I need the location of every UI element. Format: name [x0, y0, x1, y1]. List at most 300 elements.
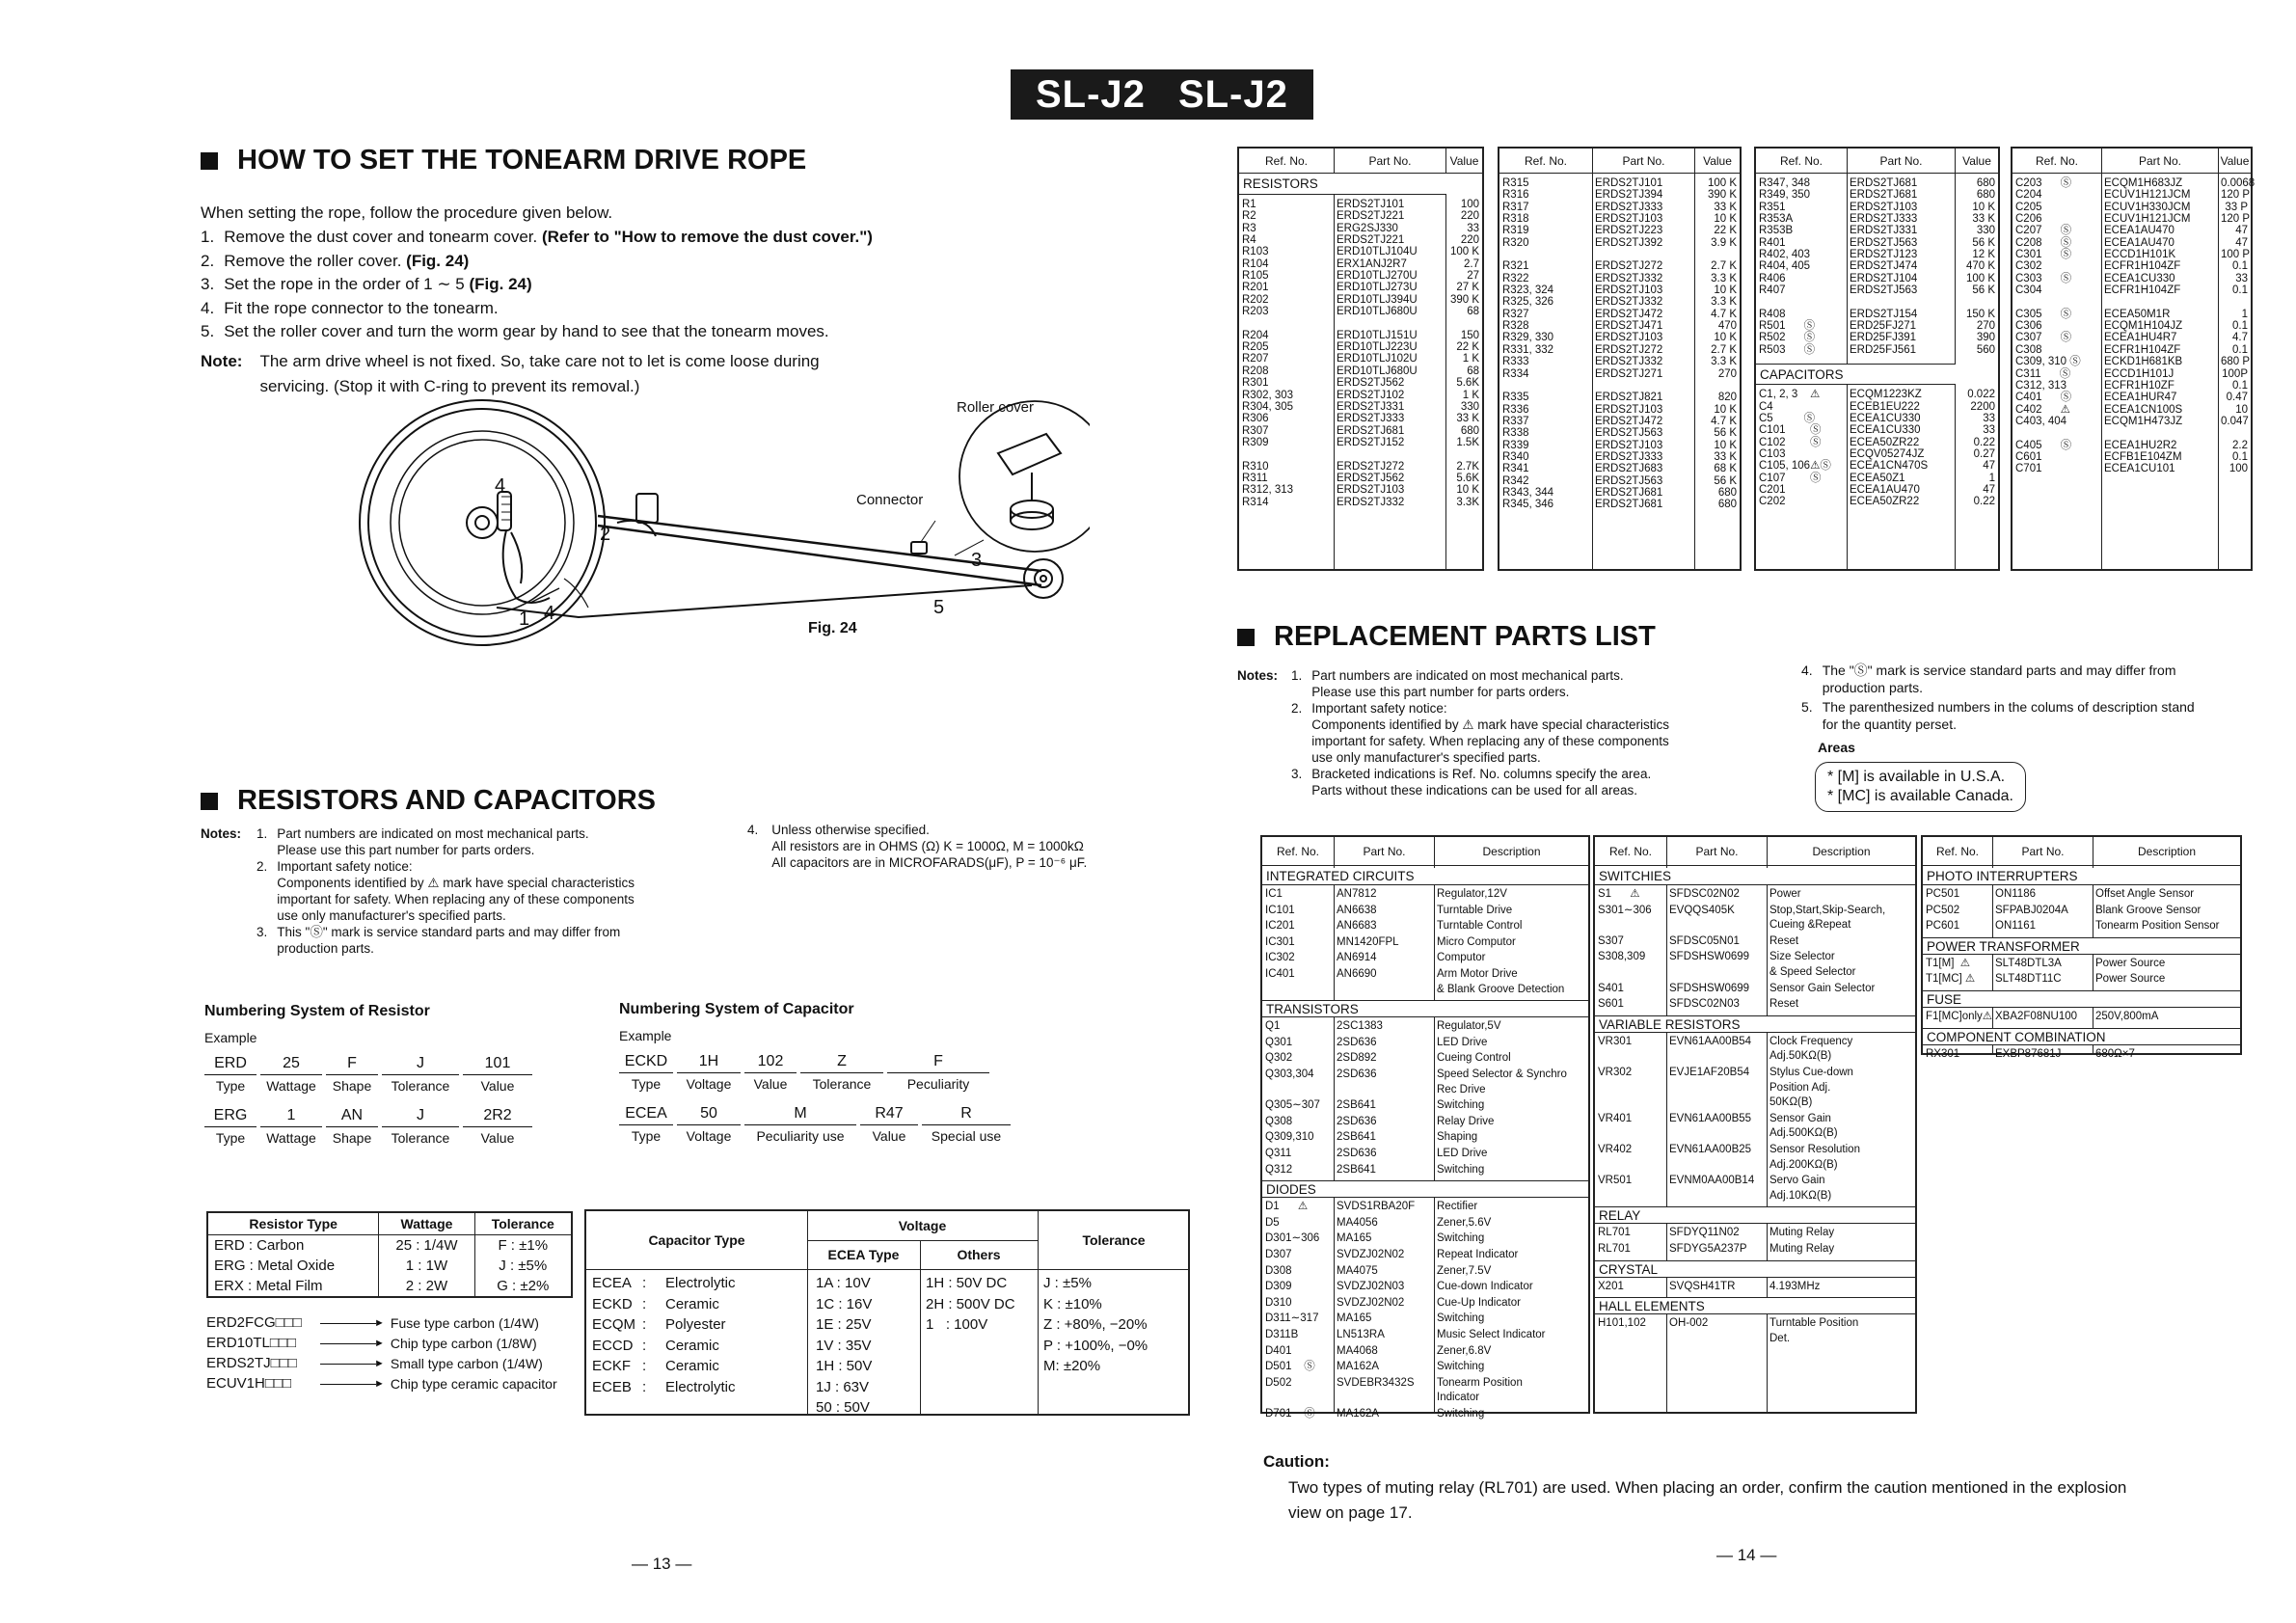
- table-cell: 1A : 10V: [816, 1275, 871, 1291]
- table-header: Description: [1434, 837, 1588, 865]
- numbering-cell: F Shape: [326, 1055, 378, 1094]
- table-cell: Tonearm Position Indicator: [1437, 1376, 1523, 1404]
- table-cell: 2SD892: [1337, 1052, 1377, 1065]
- page-number-right: — 14 —: [1716, 1546, 1777, 1564]
- replacement-notes: Notes: 1. Part numbers are indicated on most mechanical parts. Please use this part number for parts orders. 2. Important safety notice: Components identified by ⚠ mark have special characteristics important for safety. When replacing any of these components use only manufacturer's specified parts. 3. Bracketed indications is Ref. No. columns specify the area. Parts without these indications can be used for all areas.: [1237, 668, 1670, 798]
- table-header: Value: [1955, 149, 1998, 173]
- svg-text:1: 1: [519, 609, 530, 630]
- caution-text: Two types of muting relay (RL701) are used. When placing an order, confirm the caution mentioned in the explosion view on page 17.: [1288, 1478, 2127, 1522]
- table-cell: SFDSHSW0699: [1669, 951, 1750, 963]
- table-cell: MA4068: [1337, 1344, 1378, 1357]
- resistor-numbering-system: Numbering System of Resistor Example ERD Type 25 Wattage F Shape J Tolerance 101 Value ERG Type 1 Wattage AN Shape J Tolerance 2R2 Value: [204, 1003, 532, 1159]
- model-title: SL-J2: [1177, 72, 1288, 116]
- table-header: Wattage: [379, 1212, 474, 1235]
- table-header: Ref. No.: [1779, 153, 1823, 168]
- table-cell: Q311: [1265, 1148, 1292, 1159]
- table-cell: EVQQS405K: [1669, 904, 1735, 916]
- numbering-cell: Z Tolerance: [800, 1053, 883, 1092]
- table-cell: EVJE1AF20B54: [1669, 1067, 1750, 1078]
- table-header: Ref. No.: [1935, 844, 1979, 858]
- table-section-heading: RELAY: [1595, 1206, 1915, 1224]
- table-cell: SLT48DTL3A: [1995, 957, 2062, 969]
- note-item: 4. The "Ⓢ" mark is service standard parts and may differ from production parts.: [1801, 663, 2176, 695]
- table-header: Ref. No.: [1608, 844, 1652, 858]
- table-cell: Switching: [1437, 1232, 1485, 1245]
- table-cell: MA4075: [1337, 1264, 1378, 1277]
- table-row: ECCD : Ceramic: [592, 1337, 719, 1354]
- table-header: Value: [1694, 149, 1740, 173]
- section-heading: REPLACEMENT PARTS LIST: [1237, 621, 1656, 653]
- numbering-cell: R47 Value: [860, 1105, 918, 1144]
- table-cell: EVNM0AA00B14: [1669, 1175, 1755, 1187]
- table-cell: D311B: [1265, 1329, 1299, 1340]
- table-header: ECEA Type: [827, 1247, 900, 1262]
- table-cell: Sensor Resolution Adj.200KΩ(B): [1769, 1144, 1860, 1171]
- rc-note4: 4. Unless otherwise specified. All resistors are in OHMS (Ω) K = 1000Ω, M = 1000kΩ All capacitors are in MICROFARADS(μF), P = 10⁻⁶ μF.: [747, 823, 1088, 870]
- table-cell: Q308: [1265, 1115, 1293, 1127]
- numbering-cell: ECEA Type: [619, 1105, 673, 1144]
- table-cell: LED Drive: [1437, 1036, 1488, 1048]
- numbering-cell: ERG Type: [204, 1107, 257, 1146]
- table-cell: IC1: [1265, 888, 1283, 900]
- table-column-text: 0.0068 120 P 33 P 120 P 47 47 100 P 0.1 33 0.1 1 0.1 4.7 0.1 680 P 100P 0.1 0.47 10 0.047 2.2 0.1 100: [2221, 177, 2255, 475]
- table-section-heading: POWER TRANSFORMER: [1923, 937, 2240, 955]
- table-cell: Relay Drive: [1437, 1115, 1495, 1127]
- table-section-heading: PHOTO INTERRUPTERS: [1923, 868, 2240, 885]
- table-column-text: ERDS2TJ101 ERDS2TJ394 ERDS2TJ333 ERDS2TJ103 ERDS2TJ223 ERDS2TJ392 ERDS2TJ272 ERDS2TJ332 ERDS2TJ103 ERDS2TJ332 ERDS2TJ472 ERDS2TJ471 ERDS2TJ103 ERDS2TJ272 ERDS2TJ332 ERDS2TJ271 ERDS2TJ821 ERDS2TJ103 ERDS2TJ472 ERDS2TJ563 ERDS2TJ103 ERDS2TJ333 ERDS2TJ683 ERDS2TJ563 ERDS2TJ681 ERDS2TJ681: [1595, 177, 1663, 511]
- numbering-cell: 102 Value: [744, 1053, 797, 1092]
- step-item: 1. Remove the dust cover and tonearm cover. (Refer to "How to remove the dust cover."): [201, 228, 873, 246]
- table-cell: Q305∼307: [1265, 1099, 1320, 1112]
- table-cell: SVDZJ02N02: [1337, 1249, 1405, 1260]
- table-column-text: ECQM1H683JZ ECUV1H121JCM ECUV1H330JCM ECUV1H121JCM ECEA1AU470 ECEA1AU470 ECCD1H101K ECFR1H104ZF ECEA1CU330 ECFR1H104ZF ECEA50M1R ECQM1H104JZ ECEA1HU4R7 ECFR1H104ZF ECKD1H681KB ECCD1H101J ECFR1H10ZF ECEA1HUR47 ECEA1CN100S ECQM1H473JZ ECEA1HU2R2 ECFB1E104ZM ECEA1CU101: [2104, 177, 2191, 475]
- table-cell: H101,102: [1598, 1317, 1646, 1330]
- table-cell: EVN61AA00B25: [1669, 1144, 1752, 1155]
- table-header: Ref. No.: [1524, 153, 1567, 168]
- note-item: 2. Important safety notice: Components identified by ⚠ mark have special characteristics important for safety. When replacing any of these components use only manufacturer's specified parts.: [1291, 701, 1670, 765]
- table-cell: AN6683: [1337, 920, 1377, 933]
- table-cell: SVDZJ02N02: [1337, 1296, 1405, 1309]
- resistor-type-list: [206, 1313, 557, 1394]
- table-section-heading: SWITCHIES: [1595, 868, 1915, 885]
- capacitor-type-table: [584, 1209, 1190, 1416]
- table-cell: SFPABJ0204A: [1995, 904, 2068, 916]
- table-cell: Rectifier: [1437, 1201, 1478, 1213]
- table-cell: RX301: [1926, 1047, 1960, 1060]
- table-cell: IC302: [1265, 952, 1295, 964]
- table-cell: Arm Motor Drive & Blank Groove Detection: [1437, 968, 1565, 995]
- table-cell: Turntable Control: [1437, 920, 1523, 933]
- table-cell: Micro Computor: [1437, 935, 1516, 948]
- table-cell: T1[M] ⚠: [1926, 957, 1971, 969]
- section-heading: RESISTORS AND CAPACITORS: [201, 785, 656, 817]
- table-cell: K : ±10%: [1043, 1295, 1102, 1312]
- table-cell: Q1: [1265, 1020, 1281, 1033]
- svg-text:3: 3: [971, 550, 983, 571]
- numbering-cell: J Tolerance: [382, 1107, 459, 1146]
- table-cell: VR302: [1598, 1067, 1633, 1078]
- table-cell: Power Source: [2095, 957, 2166, 969]
- table-cell: 1V : 35V: [816, 1337, 872, 1354]
- numbering-cell: 101 Value: [463, 1055, 532, 1094]
- table-section-heading: VARIABLE RESISTORS: [1595, 1015, 1915, 1033]
- fig-label-caption: Fig. 24: [808, 620, 857, 636]
- table-cell: X201: [1598, 1280, 1624, 1292]
- table-cell: Q312: [1265, 1163, 1293, 1176]
- table-cell: Tonearm Position Sensor: [2095, 920, 2220, 933]
- table-cell: F1[MC]only⚠: [1926, 1011, 1992, 1022]
- table-cell: Speed Selector & Synchro Rec Drive: [1437, 1068, 1567, 1096]
- table-cell: Turntable Position Det.: [1769, 1317, 1859, 1344]
- table-cell: PC502: [1926, 904, 1960, 916]
- numbering-cell: J Tolerance: [382, 1055, 459, 1094]
- table-cell: Stylus Cue-down Position Adj. 50KΩ(B): [1769, 1067, 1853, 1109]
- table-cell: Power: [1769, 888, 1801, 900]
- section-heading: HOW TO SET THE TONEARM DRIVE ROPE: [201, 145, 806, 176]
- table-cell: Regulator,5V: [1437, 1020, 1501, 1033]
- replacement-table-3: [1921, 835, 2242, 1060]
- table-cell: Stop,Start,Skip-Search, Cueing &Repeat: [1769, 904, 1886, 932]
- table-header: Part No.: [1992, 837, 2093, 865]
- table-cell: P : +100%, −0%: [1043, 1337, 1148, 1354]
- caution-title: Caution:: [1263, 1452, 1330, 1471]
- table-cell: IC301: [1265, 935, 1295, 948]
- table-cell: VR501: [1598, 1175, 1633, 1187]
- table-cell: D501 Ⓢ: [1265, 1361, 1315, 1373]
- numbering-cell: ERD Type: [204, 1055, 257, 1094]
- replacement-table-2: [1593, 835, 1917, 1414]
- table-cell: EVN61AA00B55: [1669, 1112, 1752, 1124]
- table-cell: 2SD636: [1337, 1115, 1377, 1127]
- note-item: 1. Part numbers are indicated on most mechanical parts. Please use this part number for parts orders.: [1291, 668, 1624, 699]
- table-cell: SVDEBR3432S: [1337, 1376, 1415, 1389]
- table-cell: Repeat Indicator: [1437, 1249, 1519, 1260]
- table-cell: 2SD636: [1337, 1036, 1377, 1048]
- table-header: Description: [1767, 837, 1915, 865]
- table-cell: EXBP87681J: [1995, 1047, 2062, 1060]
- parts-table-resistors-2: [1498, 147, 1742, 571]
- table-header: Description: [2093, 837, 2240, 865]
- table-header: Part No.: [1334, 837, 1434, 865]
- table-section-heading: CAPACITORS: [1756, 364, 1956, 385]
- fig-label-roller-cover: Roller cover: [957, 399, 1035, 416]
- table-cell: PC501: [1926, 888, 1960, 900]
- table-cell: SFDSC05N01: [1669, 934, 1740, 947]
- table-cell: S601: [1598, 998, 1624, 1011]
- table-cell: Offset Angle Sensor: [2095, 888, 2195, 900]
- table-cell: Muting Relay: [1769, 1243, 1835, 1255]
- svg-text:4: 4: [544, 603, 555, 624]
- table-header: Part No.: [1666, 837, 1767, 865]
- table-header: Tolerance: [1082, 1232, 1146, 1248]
- table-cell: MA162A: [1337, 1361, 1380, 1373]
- table-cell: Sensor Gain Adj.500KΩ(B): [1769, 1112, 1838, 1140]
- table-column-text: 100 K 390 K 33 K 10 K 22 K 3.9 K 2.7 K 3.3 K 10 K 3.3 K 4.7 K 470 10 K 2.7 K 3.3 K 270 820 10 K 4.7 K 56 K 10 K 33 K 68 K 56 K 680 680: [1707, 177, 1737, 511]
- resistor-type-item: ERD2FCG□□□ ► Fuse type carbon (1/4W): [206, 1314, 539, 1331]
- fig-label-connector: Connector: [856, 492, 924, 508]
- table-cell: Q302: [1265, 1052, 1293, 1065]
- table-cell: SFDSHSW0699: [1669, 982, 1750, 994]
- table-cell: 1E : 25V: [816, 1316, 872, 1333]
- table-header: Resistor Type: [207, 1212, 379, 1235]
- table-cell: IC201: [1265, 920, 1295, 933]
- table-section-heading: COMPONENT COMBINATION: [1923, 1028, 2240, 1045]
- table-column-text: 100 220 33 220 100 K 2.7 27 27 K 390 K 68 150 22 K 1 K 68 5.6K 1 K 330 33 K 680 1.5K 2.7K 5.6K 10 K 3.3K: [1449, 199, 1479, 508]
- step-item: 4. Fit the rope connector to the tonearm.: [201, 298, 499, 317]
- note-item: 3. This "Ⓢ" mark is service standard parts and may differ from production parts.: [257, 925, 621, 956]
- table-header: Part No.: [1334, 149, 1445, 173]
- table-cell: VR401: [1598, 1112, 1633, 1124]
- table-cell: Reset: [1769, 998, 1799, 1011]
- table-cell: S401: [1598, 982, 1624, 994]
- numbering-cell: 1H Voltage: [677, 1053, 741, 1092]
- table-row: ECEA : Electrolytic: [592, 1275, 736, 1291]
- table-cell: IC401: [1265, 968, 1295, 980]
- table-cell: SVDS1RBA20F: [1337, 1201, 1416, 1213]
- table-section-heading: INTEGRATED CIRCUITS: [1262, 868, 1588, 885]
- step-item: 5. Set the roller cover and turn the worm gear by hand to see that the tonearm moves.: [201, 322, 829, 340]
- table-cell: AN6638: [1337, 904, 1377, 916]
- numbering-cell: F Peculiarity: [887, 1053, 989, 1092]
- table-cell: 2SB641: [1337, 1099, 1376, 1112]
- table-cell: SLT48DT11C: [1995, 973, 2062, 986]
- table-cell: Zener,6.8V: [1437, 1344, 1492, 1357]
- table-cell: 250V,800mA: [2095, 1011, 2159, 1022]
- table-cell: D308: [1265, 1264, 1292, 1277]
- table-cell: LED Drive: [1437, 1148, 1488, 1159]
- table-header: Others: [957, 1247, 1001, 1262]
- table-cell: D1 ⚠: [1265, 1201, 1309, 1213]
- tonearm-note: Note: The arm drive wheel is not fixed. So, take care not to let is come loose during servicing. (Stop it with C-ring to prevent its removal.): [201, 352, 820, 395]
- rc-notes: Notes: 1. Part numbers are indicated on most mechanical parts. Please use this part number for parts orders. 2. Important safety notice: Components identified by ⚠ mark have special characteristics important for safety. When replacing any of these components use only manufacturer's specified parts. 3. This "Ⓢ" mark is service standard parts and may differ from production parts.: [201, 826, 635, 956]
- table-cell: S301∼306: [1598, 904, 1652, 916]
- table-cell: AN7812: [1337, 888, 1377, 900]
- table-cell: Cue-Up Indicator: [1437, 1296, 1521, 1309]
- table-row: ERG : Metal Oxide 1 : 1W J : ±5%: [207, 1256, 572, 1276]
- table-cell: 1J : 63V: [816, 1378, 870, 1395]
- table-section-heading: RESISTORS: [1239, 174, 1446, 195]
- table-cell: D701 Ⓢ: [1265, 1408, 1315, 1420]
- table-cell: LN513RA: [1337, 1329, 1385, 1340]
- step-item: 3. Set the rope in the order of 1 ∼ 5 (Fig. 24): [201, 275, 532, 293]
- table-cell: Muting Relay: [1769, 1227, 1835, 1239]
- table-cell: IC101: [1265, 904, 1295, 916]
- table-cell: D502: [1265, 1376, 1292, 1389]
- table-row: ECKF : Ceramic: [592, 1358, 719, 1374]
- table-section-heading: FUSE: [1923, 990, 2240, 1008]
- step-item: 2. Remove the roller cover. (Fig. 24): [201, 251, 470, 270]
- table-row: ERX : Metal Film 2 : 2W G : ±2%: [207, 1276, 572, 1297]
- table-header: Part No.: [2101, 149, 2218, 173]
- table-cell: OH-002: [1669, 1317, 1709, 1330]
- table-cell: EVN61AA00B54: [1669, 1035, 1752, 1047]
- table-cell: AN6914: [1337, 952, 1377, 964]
- table-cell: ON1161: [1995, 920, 2036, 933]
- table-cell: Servo Gain Adj.10KΩ(B): [1769, 1175, 1832, 1202]
- table-cell: Q301: [1265, 1036, 1293, 1048]
- table-row: ECQM : Polyester: [592, 1316, 726, 1333]
- replacement-table-1: [1260, 835, 1590, 1420]
- table-cell: Music Select Indicator: [1437, 1329, 1546, 1340]
- table-column-text: ERDS2TJ681 ERDS2TJ681 ERDS2TJ103 ERDS2TJ333 ERDS2TJ331 ERDS2TJ563 ERDS2TJ123 ERDS2TJ474 ERDS2TJ104 ERDS2TJ563 ERDS2TJ154 ERD25FJ271 ERD25FJ391 ERD25FJ561: [1850, 177, 1918, 356]
- svg-text:5: 5: [933, 597, 945, 618]
- table-cell: 50 : 50V: [816, 1399, 870, 1416]
- table-cell: Q309,310: [1265, 1131, 1314, 1144]
- table-cell: 680Ω×7: [2095, 1047, 2135, 1060]
- table-cell: Computor: [1437, 952, 1486, 964]
- numbering-cell: 50 Voltage: [677, 1105, 741, 1144]
- table-cell: S308,309: [1598, 951, 1646, 963]
- note-item: 1. Part numbers are indicated on most mechanical parts. Please use this part number for parts orders.: [257, 826, 589, 857]
- table-section-heading: CRYSTAL: [1595, 1260, 1915, 1278]
- resistor-type-table: [206, 1211, 573, 1298]
- table-cell: Turntable Drive: [1437, 904, 1513, 916]
- table-cell: 1H : 50V: [816, 1358, 873, 1374]
- table-header: Ref. No.: [1276, 844, 1319, 858]
- table-cell: Sensor Gain Selector: [1769, 982, 1876, 994]
- table-cell: Reset: [1769, 934, 1799, 947]
- fig24-diagram: [357, 318, 1090, 656]
- table-cell: MN1420FPL: [1337, 935, 1399, 948]
- parts-table-resistors-1: [1237, 147, 1484, 571]
- table-cell: Cue-down Indicator: [1437, 1281, 1533, 1293]
- table-cell: 2SD636: [1337, 1068, 1377, 1080]
- table-header: Value: [1445, 149, 1482, 173]
- table-section-heading: DIODES: [1262, 1180, 1588, 1198]
- numbering-cell: 2R2 Value: [463, 1107, 532, 1146]
- table-cell: Size Selector & Speed Selector: [1769, 951, 1856, 978]
- replacement-notes-right: [1801, 662, 2195, 735]
- table-cell: 1H : 50V DC: [926, 1275, 1008, 1291]
- numbering-cell: 1 Wattage: [260, 1107, 322, 1146]
- table-cell: Switching: [1437, 1312, 1485, 1325]
- table-cell: J : ±5%: [1043, 1275, 1092, 1291]
- table-cell: D310: [1265, 1296, 1292, 1309]
- table-cell: D5: [1265, 1216, 1280, 1229]
- table-cell: SFDSC02N03: [1669, 998, 1740, 1011]
- table-cell: MA165: [1337, 1312, 1372, 1325]
- table-cell: Clock Frequency Adj.50KΩ(B): [1769, 1035, 1853, 1063]
- table-column-text: ERDS2TJ101 ERDS2TJ221 ERG2SJ330 ERDS2TJ221 ERD10TLJ104U ERX1ANJ2R7 ERD10TLJ270U ERD10TLJ273U ERD10TLJ394U ERD10TLJ680U ERD10TLJ151U ERD10TLJ223U ERD10TLJ102U ERD10TLJ680U ERDS2TJ562 ERDS2TJ102 ERDS2TJ331 ERDS2TJ333 ERDS2TJ681 ERDS2TJ152 ERDS2TJ272 ERDS2TJ562 ERDS2TJ103 ERDS2TJ332: [1337, 199, 1418, 508]
- parts-table-resistors-capacitors: [1754, 147, 2000, 571]
- table-cell: SVDZJ02N03: [1337, 1281, 1405, 1293]
- table-cell: D311∼317: [1265, 1312, 1319, 1325]
- table-column-text: 0.022 2200 33 33 0.22 0.27 47 1 47 0.22: [1967, 389, 1995, 508]
- table-cell: 2SB641: [1337, 1163, 1376, 1176]
- model-title-box: [1011, 69, 1313, 120]
- table-cell: VR301: [1598, 1035, 1633, 1047]
- table-cell: MA4056: [1337, 1216, 1378, 1229]
- table-cell: Q303,304: [1265, 1068, 1314, 1080]
- table-cell: 2H : 500V DC: [926, 1295, 1015, 1312]
- table-section-heading: HALL ELEMENTS: [1595, 1297, 1915, 1314]
- page-number-left: — 13 —: [632, 1555, 692, 1573]
- table-cell: XBA2F08NU100: [1995, 1011, 2078, 1022]
- table-column-text: C1, 2, 3 ⚠ C4 C5 Ⓢ C101 Ⓢ C102 Ⓢ C103 C105, 106⚠Ⓢ C107 Ⓢ C201 C202: [1759, 389, 1831, 508]
- table-cell: MA165: [1337, 1232, 1372, 1245]
- model-title: SL-J2: [1036, 72, 1146, 116]
- table-cell: PC601: [1926, 920, 1960, 933]
- table-cell: 2SB641: [1337, 1131, 1376, 1144]
- table-cell: Cueing Control: [1437, 1052, 1511, 1065]
- numbering-cell: AN Shape: [326, 1107, 378, 1146]
- table-header: Part No.: [1592, 149, 1694, 173]
- numbering-cell: 25 Wattage: [260, 1055, 322, 1094]
- table-row: ECEB : Electrolytic: [592, 1378, 736, 1395]
- table-cell: Switching: [1437, 1361, 1485, 1373]
- table-cell: Regulator,12V: [1437, 888, 1507, 900]
- areas-title: Areas: [1818, 740, 1855, 755]
- areas-box: * [M] is available in U.S.A. * [MC] is available Canada.: [1815, 762, 2026, 812]
- table-column-text: ECQM1223KZ ECEB1EU222 ECEA1CU330 ECEA1CU330 ECEA50ZR22 ECQV05274JZ ECEA1CN470S ECEA50Z1 ECEA1AU470 ECEA50ZR22: [1850, 389, 1929, 508]
- table-cell: Blank Groove Sensor: [2095, 904, 2201, 916]
- resistor-type-item: ERD10TL□□□ ► Chip type carbon (1/8W): [206, 1335, 537, 1351]
- table-cell: SVQSH41TR: [1669, 1280, 1736, 1292]
- table-row: ERD : Carbon 25 : 1/4W F : ±1%: [207, 1235, 572, 1257]
- table-cell: Switching: [1437, 1163, 1485, 1176]
- table-header: Capacitor Type: [648, 1232, 745, 1248]
- table-cell: Power Source: [2095, 973, 2166, 986]
- resistor-type-item: ECUV1H□□□ ► Chip type ceramic capacitor: [206, 1375, 557, 1392]
- table-header: Ref. No.: [2035, 153, 2078, 168]
- table-cell: 2SC1383: [1337, 1020, 1383, 1033]
- note-item: 5. The parenthesized numbers in the colums of description stand for the quantity perset.: [1801, 699, 2195, 732]
- table-cell: MA162A: [1337, 1408, 1380, 1420]
- table-cell: Zener,5.6V: [1437, 1216, 1492, 1229]
- note-item: 3. Bracketed indications is Ref. No. columns specify the area. Parts without these indications can be used for all areas.: [1291, 767, 1652, 798]
- table-section-heading: TRANSISTORS: [1262, 1000, 1588, 1017]
- table-header: Ref. No.: [1264, 153, 1308, 168]
- table-cell: SFDYQ11N02: [1669, 1227, 1740, 1239]
- table-cell: 4.193MHz: [1769, 1280, 1821, 1292]
- table-cell: Z : +80%, −20%: [1043, 1316, 1148, 1333]
- table-column-text: R347, 348 R349, 350 R351 R353A R353B R401 R402, 403 R404, 405 R406 R407 R408 R501 Ⓢ R502 Ⓢ R503 Ⓢ: [1759, 177, 1816, 356]
- table-header: Voltage: [898, 1218, 947, 1233]
- table-column-text: C203 Ⓢ C204 C205 C206 C207 Ⓢ C208 Ⓢ C301 Ⓢ C302 C303 Ⓢ C304 C305 Ⓢ C306 C307 Ⓢ C308 C309, 310 Ⓢ C311 Ⓢ C312, 313 C401 Ⓢ C402 ⚠ C403, 404 C405 Ⓢ C601 C701: [2015, 177, 2081, 475]
- table-cell: VR402: [1598, 1144, 1633, 1155]
- numbering-cell: M Peculiarity use: [744, 1105, 856, 1144]
- table-cell: Switching: [1437, 1099, 1485, 1112]
- table-cell: 1C : 16V: [816, 1295, 873, 1312]
- table-cell: SFDSC02N02: [1669, 888, 1740, 900]
- table-cell: RL701: [1598, 1227, 1631, 1239]
- table-cell: SFDYG5A237P: [1669, 1243, 1747, 1255]
- table-cell: D301∼306: [1265, 1232, 1320, 1245]
- table-cell: 2SD636: [1337, 1148, 1377, 1159]
- table-cell: S1 ⚠: [1598, 888, 1640, 900]
- table-cell: ON1186: [1995, 888, 2036, 900]
- svg-text:4: 4: [495, 475, 506, 497]
- table-column-text: 680 680 10 K 33 K 330 56 K 12 K 470 K 100 K 56 K 150 K 270 390 560: [1965, 177, 1995, 356]
- table-row: ECKD : Ceramic: [592, 1295, 719, 1312]
- table-cell: D307: [1265, 1249, 1292, 1260]
- table-cell: D401: [1265, 1344, 1292, 1357]
- table-cell: RL701: [1598, 1243, 1631, 1255]
- parts-table-capacitors: [2011, 147, 2253, 571]
- capacitor-numbering-system: Numbering System of Capacitor Example ECKD Type 1H Voltage 102 Value Z Tolerance F Peculiarity ECEA Type 50 Voltage M Peculiarity use R47 Value R Special use: [619, 1001, 1011, 1157]
- table-cell: S307: [1598, 934, 1624, 947]
- table-cell: 1 : 100V: [926, 1316, 988, 1333]
- note-item: 2. Important safety notice: Components identified by ⚠ mark have special characteristics important for safety. When replacing any of these components use only manufacturer's specified parts.: [257, 859, 635, 923]
- numbering-cell: R Special use: [922, 1105, 1011, 1144]
- table-cell: Shaping: [1437, 1131, 1478, 1144]
- table-cell: D309: [1265, 1281, 1292, 1293]
- tonearm-intro: When setting the rope, follow the procedure given below.: [201, 203, 613, 222]
- table-cell: Zener,7.5V: [1437, 1264, 1492, 1277]
- svg-text:2: 2: [600, 524, 611, 545]
- table-header: Part No.: [1847, 149, 1955, 173]
- table-header: Tolerance: [474, 1212, 572, 1235]
